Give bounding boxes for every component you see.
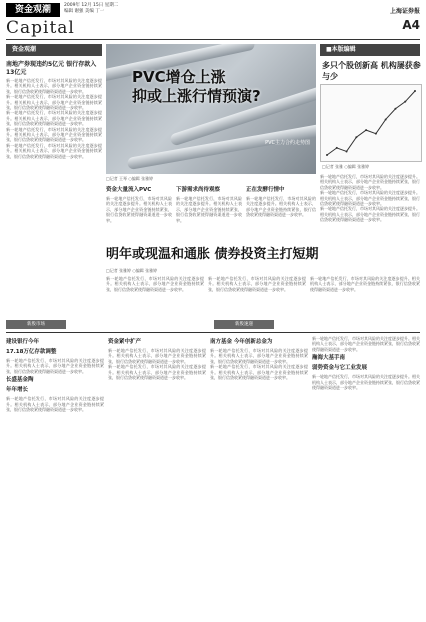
pvc-col-2 — [176, 184, 242, 244]
main-byline: □记者 张雅婷 ○编辑 张雅婷 — [106, 268, 158, 273]
bottom-h4: 南方基金 今年创新总金为 — [210, 339, 273, 345]
issue-editor: 编辑 谢强 美编 丁一 — [64, 9, 105, 14]
bottom-col-1-text-2: 新一轮地产信托发行，市场对其风险的关注度逐步提升。相关机构人士表示，部分地产企业资金链持续紧张，银行信贷收紧使得融资渠道进一步收窄。 — [6, 396, 104, 413]
pvc-sub-3: 正在发酵行情中 — [246, 187, 285, 193]
pvc-col-3-body: 新一轮地产信托发行，市场对其风险的关注度逐步提升。相关机构人士表示，部分地产企业资金链持续紧张，银行信贷收紧使得融资渠道进一步收窄。 — [246, 196, 316, 218]
pvc-col-1 — [106, 184, 172, 244]
main-col-3 — [310, 276, 420, 316]
bottom-col-4 — [312, 336, 420, 606]
section-label: 资金观潮 — [6, 3, 60, 17]
main-col-1 — [106, 276, 204, 316]
left-body-2: 新一轮地产信托发行，市场对其风险的关注度逐步提升。相关机构人士表示，部分地产企业资金链持续紧张，银行信贷收紧使得融资渠道进一步收窄。 — [6, 94, 102, 111]
series-line — [327, 91, 415, 155]
bottom-col-3-text: 新一轮地产信托发行，市场对其风险的关注度逐步提升。相关机构人士表示，部分地产企业资金链持续紧张，银行信贷收紧使得融资渠道进一步收窄。 — [210, 348, 308, 364]
data-point — [326, 154, 328, 156]
pvc-sub-1: 资金大量流入PVC — [106, 187, 152, 193]
left-body-5: 新一轮地产信托发行，市场对其风险的关注度逐步提升。相关机构人士表示，部分地产企业资金链持续紧张，银行信贷收紧使得融资渠道进一步收窄。 — [6, 142, 102, 159]
bottom-h5: 瀚海大基手南 — [312, 355, 346, 362]
main-col-2-text: 新一轮地产信托发行，市场对其风险的关注度逐步提升。相关机构人士表示，部分地产企业资金链持续紧张，银行信贷收紧使得融资渠道进一步收窄。 — [208, 276, 306, 292]
bottom-col-1-text: 新一轮地产信托发行，市场对其风险的关注度逐步提升。相关机构人士表示，部分地产企业资金链持续紧张，银行信贷收紧使得融资渠道进一步收窄。 — [6, 358, 104, 374]
data-point — [404, 101, 406, 103]
main-headline: 明年或现温和通胀 债券投资主打短期 — [106, 247, 319, 262]
bottom-col-3-text-2: 新一轮地产信托发行，市场对其风险的关注度逐步提升。相关机构人士表示，部分地产企业资金链持续紧张，银行信贷收紧使得融资渠道进一步收窄。 — [210, 364, 308, 381]
right-box-title: 多只个股创新高 机构屡获参与少 — [322, 61, 421, 81]
masthead-rule — [6, 39, 420, 40]
left-sidebar — [6, 58, 102, 283]
main-col-1-text: 新一轮地产信托发行，市场对其风险的关注度逐步提升。相关机构人士表示，部分地产企业资金链持续紧张，银行信贷收紧使得融资渠道进一步收窄。 — [106, 276, 204, 292]
tag-bar-left: 新股市场 — [6, 320, 66, 329]
pvc-col-2-body: 新一轮地产信托发行，市场对其风险的关注度逐步提升。相关机构人士表示，部分地产企业资金链持续紧张，银行信贷收紧使得融资渠道进一步收窄。 — [176, 196, 242, 223]
bottom-h2: 长盛基金陶 — [6, 377, 34, 384]
bottom-col-4-text-2: 新一轮地产信托发行，市场对其风险的关注度逐步提升。相关机构人士表示，部分地产企业资金链持续紧张，银行信贷收紧使得融资渠道进一步收窄。 — [312, 374, 420, 391]
masthead — [0, 0, 426, 40]
pvc-col-1-body: 新一轮地产信托发行，市场对其风险的关注度逐步提升。相关机构人士表示，部分地产企业资金链持续紧张，银行信贷收紧使得融资渠道进一步收窄。 — [106, 196, 172, 223]
right-box-text: 新一轮地产信托发行，市场对其风险的关注度逐步提升。相关机构人士表示，部分地产企业资金链持续紧张，银行信贷收紧使得融资渠道进一步收窄。 — [320, 174, 420, 190]
hero-title-line2: 抑或上涨行情预演? — [132, 87, 261, 105]
right-box-body — [320, 174, 420, 284]
bottom-col-2 — [108, 336, 206, 606]
hero-caption: PVC主力合约走势图 — [265, 140, 310, 146]
paper-name: 上海证券报 — [389, 8, 420, 15]
right-box-chart — [320, 84, 422, 162]
issue-date: 2009年 12月 15日 星期二 — [64, 3, 119, 8]
pvc-col-3 — [246, 184, 316, 244]
hero-byline: □记者 王琴 ○编辑 张雅婷 — [106, 176, 154, 181]
main-col-3-text: 新一轮地产信托发行，市场对其风险的关注度逐步提升。相关机构人士表示，部分地产企业资金链持续紧张，银行信贷收紧使得融资渠道进一步收窄。 — [310, 276, 420, 292]
bottom-col-1 — [6, 336, 104, 606]
section-label-en: Capital — [6, 18, 75, 38]
bottom-h1: 建设银行今年 — [6, 339, 40, 345]
main-col-2 — [208, 276, 306, 316]
bottom-col-2-text: 新一轮地产信托发行，市场对其风险的关注度逐步提升。相关机构人士表示，部分地产企业资金链持续紧张，银行信贷收紧使得融资渠道进一步收窄。 — [108, 348, 206, 364]
left-column-header: 资金观潮 — [6, 44, 102, 56]
page-number: A4 — [402, 18, 420, 32]
data-point — [385, 118, 387, 120]
hero-image — [106, 44, 316, 174]
right-box-header: ■本版编辑 — [320, 44, 420, 56]
issue-info — [64, 3, 118, 15]
right-box-text-3: 新一轮地产信托发行，市场对其风险的关注度逐步提升。相关机构人士表示，部分地产企业资金链持续紧张，银行信贷收紧使得融资渠道进一步收窄。 — [320, 206, 420, 223]
left-headline: 南地产券现违约5亿元 银行存款入13亿元 — [6, 61, 97, 76]
bottom-col-4-text: 新一轮地产信托发行，市场对其风险的关注度逐步提升。相关机构人士表示，部分地产企业资金链持续紧张，银行信贷收紧使得融资渠道进一步收窄。 — [312, 336, 420, 352]
left-body-3: 新一轮地产信托发行，市场对其风险的关注度逐步提升。相关机构人士表示，部分地产企业资金链持续紧张，银行信贷收紧使得融资渠道进一步收窄。 — [6, 110, 102, 127]
data-point — [375, 133, 377, 135]
bottom-h2b: 年年增长 — [6, 387, 29, 394]
section-rule — [6, 332, 420, 333]
hero-title-line1: PVC增仓上涨 — [132, 68, 226, 86]
left-body-4: 新一轮地产信托发行，市场对其风险的关注度逐步提升。相关机构人士表示，部分地产企业资金链持续紧张，银行信贷收紧使得融资渠道进一步收窄。 — [6, 126, 102, 143]
bottom-h1b: 17.18万亿存款调整 — [6, 349, 57, 355]
right-box-byline: □记者 张雅 ○编辑 张雅婷 — [322, 164, 370, 169]
data-point — [414, 90, 416, 92]
bottom-h3: 资金紧中扩产 — [108, 339, 142, 345]
data-point — [346, 150, 348, 152]
data-point — [365, 129, 367, 131]
hero-title — [132, 68, 261, 106]
data-point — [336, 147, 338, 149]
bottom-col-3 — [210, 336, 308, 606]
bottom-h5b: 弱势资金与它工业发展 — [312, 365, 368, 372]
tag-bar-right: 新股速递 — [214, 320, 274, 329]
data-point — [355, 136, 357, 138]
pvc-sub-2: 下游需求尚待观察 — [176, 187, 221, 193]
right-box-text-2: 新一轮地产信托发行，市场对其风险的关注度逐步提升。相关机构人士表示，部分地产企业资金链持续紧张，银行信贷收紧使得融资渠道进一步收窄。 — [320, 190, 420, 207]
data-point — [394, 108, 396, 110]
bottom-col-2-text-2: 新一轮地产信托发行，市场对其风险的关注度逐步提升。相关机构人士表示，部分地产企业资金链持续紧张，银行信贷收紧使得融资渠道进一步收窄。 — [108, 364, 206, 381]
left-body: 新一轮地产信托发行，市场对其风险的关注度逐步提升。相关机构人士表示，部分地产企业资金链持续紧张，银行信贷收紧使得融资渠道进一步收窄。 — [6, 78, 102, 94]
